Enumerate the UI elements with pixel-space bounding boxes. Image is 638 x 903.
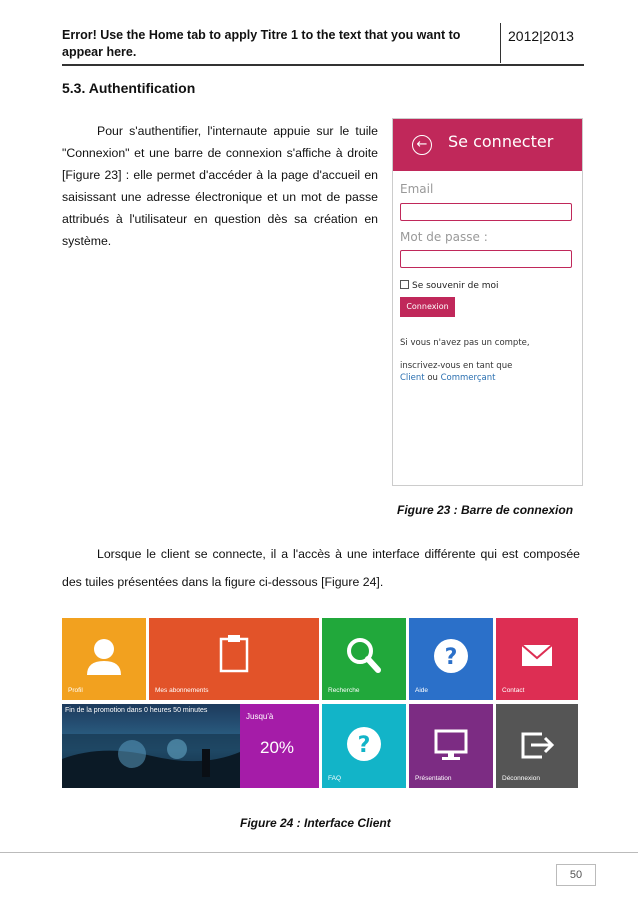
client-tiles-screenshot [62, 618, 578, 788]
header-rule [62, 64, 584, 66]
promotion-image [62, 704, 240, 788]
tile-profil[interactable] [62, 618, 146, 700]
password-label: Mot de passe : [400, 230, 488, 244]
tile-deconnexion[interactable] [496, 704, 578, 788]
tile-abonnements[interactable] [149, 618, 319, 700]
tile-aide[interactable] [409, 618, 493, 700]
no-account-text: Si vous n'avez pas un compte, [400, 338, 530, 348]
tile-label: Aide [415, 687, 429, 694]
tile-label: Recherche [328, 687, 360, 694]
figure23-caption: Figure 23 : Barre de connexion [397, 503, 574, 517]
tile-label: Mes abonnements [155, 687, 209, 694]
figure24-caption: Figure 24 : Interface Client [240, 816, 391, 830]
tile-label: Profil [68, 687, 83, 694]
jusqua-text: Jusqu'à [246, 712, 274, 721]
tile-promotion[interactable] [62, 704, 240, 788]
login-header [393, 119, 582, 171]
connexion-button[interactable]: Connexion [400, 297, 455, 317]
svg-text:?: ? [357, 733, 371, 758]
header-title: Error! Use the Home tab to apply Titre 1 to the text that you want to appear here. [62, 28, 461, 59]
email-label: Email [400, 182, 434, 196]
paragraph-authentification: Pour s'authentifier, l'internaute appuie sur le tuile "Connexion" et une barre de connexion s'affiche à droite [Figure 23] : elle permet d'accéder à la page d'accueil en saisissant une adresse électronique et un mot de passe attribués à l'utilisateur en question dès sa création en système. [62, 124, 378, 248]
client-link[interactable]: Client [400, 373, 425, 383]
back-arrow-icon[interactable]: ← [412, 135, 432, 155]
tile-contact[interactable] [496, 618, 578, 700]
paragraph-client-interface: Lorsque le client se connecte, il a l'accès à une interface différente qui est composée des tuiles présentées dans la figure ci-dessous [Figure 24]. [62, 547, 580, 589]
register-text: inscrivez-vous en tant que [400, 361, 513, 371]
remember-me-checkbox[interactable] [400, 280, 499, 291]
tile-recherche[interactable] [322, 618, 406, 700]
header-years: 2012|2013 [508, 28, 574, 44]
checkbox-icon[interactable] [400, 280, 409, 289]
tile-discount[interactable] [240, 704, 319, 788]
tile-presentation[interactable] [409, 704, 493, 788]
remember-label: Se souvenir de moi [412, 281, 499, 291]
tile-label: Déconnexion [502, 775, 540, 782]
tile-label: FAQ [328, 775, 342, 782]
or-word: ou [427, 373, 438, 383]
footer-rule [0, 852, 638, 853]
login-title: Se connecter [448, 132, 554, 151]
svg-text:?: ? [444, 645, 458, 670]
section-title: 5.3. Authentification [62, 80, 196, 96]
page-number: 50 [556, 864, 596, 886]
email-field[interactable] [400, 203, 572, 221]
password-field[interactable] [400, 250, 572, 268]
promotion-text: Fin de la promotion dans 0 heures 50 minutes [65, 707, 208, 714]
tile-faq[interactable] [322, 704, 406, 788]
register-links [400, 372, 495, 384]
discount-percent: 20% [260, 738, 295, 757]
tile-label: Présentation [415, 775, 452, 782]
login-pane-screenshot [392, 118, 583, 486]
merchant-link[interactable]: Commerçant [440, 373, 496, 383]
tile-label: Contact [502, 687, 525, 694]
header-divider [500, 23, 501, 63]
